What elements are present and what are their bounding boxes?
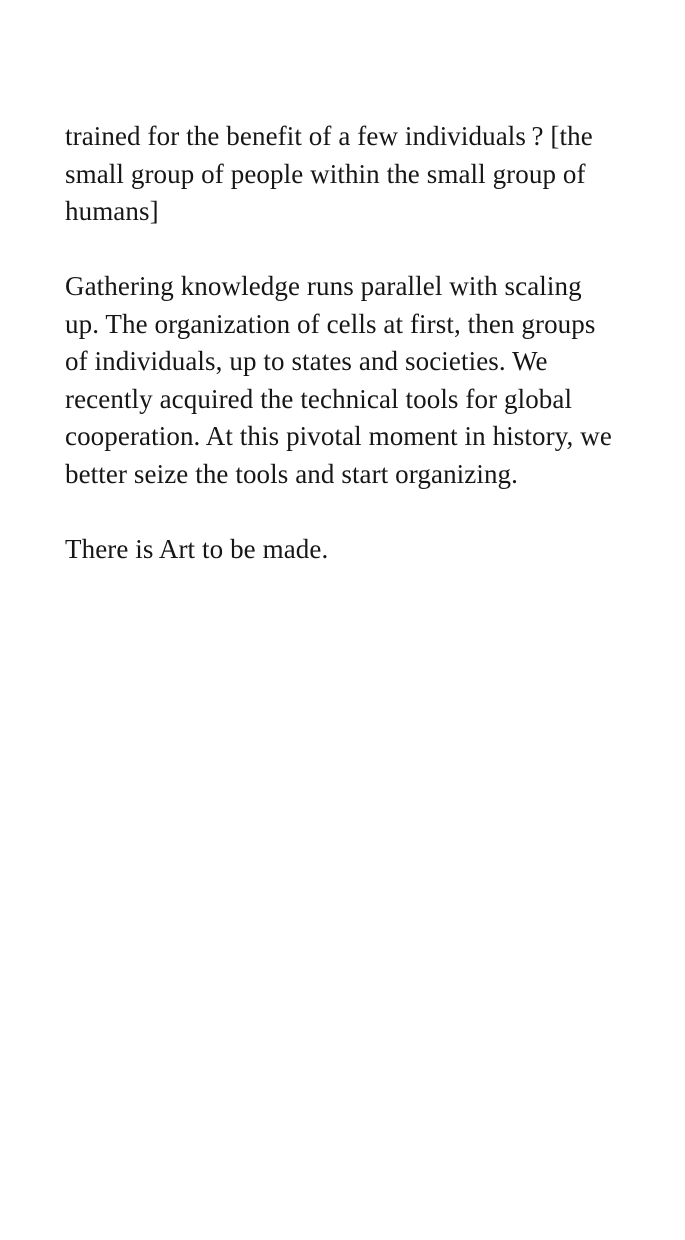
paragraph-individuals: trained for the benefit of a few individuals ? [the small group of people within the small group of humans] xyxy=(65,121,593,226)
paragraph-gathering-knowledge: Gathering knowledge runs parallel with scaling up. The organization of cells at first, then groups of individuals, up to states and societies. We recently acquired the technical tools for global cooperation. At this pivotal moment in history, we better seize the tools and start organizing. xyxy=(65,271,612,489)
paragraph-art: There is Art to be made. xyxy=(65,533,329,564)
text-block xyxy=(65,118,617,568)
